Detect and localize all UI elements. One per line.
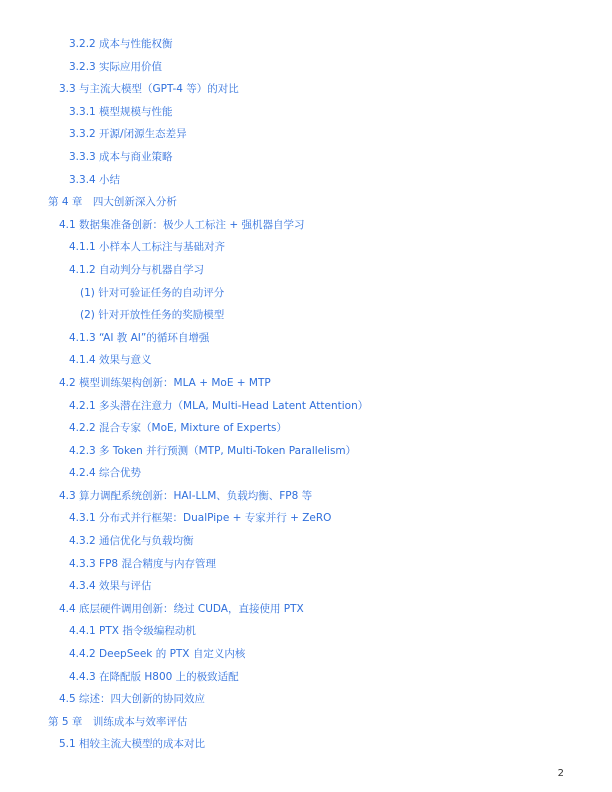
toc-entry[interactable]: 3.3 与主流大模型（GPT-4 等）的对比 bbox=[59, 83, 239, 96]
toc-entry[interactable]: 3.2.3 实际应用价值 bbox=[69, 60, 163, 73]
toc-entry[interactable]: 3.3.2 开源/闭源生态差异 bbox=[69, 128, 187, 141]
toc-entry[interactable]: 4.4 底层硬件调用创新：绕过 CUDA，直接使用 PTX bbox=[59, 602, 304, 615]
toc-entry[interactable]: 4.2.4 综合优势 bbox=[69, 467, 142, 480]
page-number: 2 bbox=[557, 768, 564, 779]
toc-entry[interactable]: 3.3.1 模型规模与性能 bbox=[69, 105, 173, 118]
toc-entry[interactable]: 4.2.3 多 Token 并行预测（MTP, Multi-Token Parallelism） bbox=[69, 444, 357, 457]
toc-entry[interactable]: 4.3.4 效果与评估 bbox=[69, 580, 152, 593]
table-of-contents bbox=[0, 33, 612, 756]
toc-entry[interactable]: 3.3.3 成本与商业策略 bbox=[69, 150, 173, 163]
toc-entry[interactable]: (1) 针对可验证任务的自动评分 bbox=[80, 286, 225, 299]
toc-entry[interactable]: 4.5 综述：四大创新的协同效应 bbox=[59, 693, 206, 706]
toc-entry[interactable]: 4.1.3 “AI 教 AI”的循环自增强 bbox=[69, 331, 210, 344]
toc-entry[interactable]: (2) 针对开放性任务的奖励模型 bbox=[80, 309, 225, 322]
toc-entry[interactable]: 3.2.2 成本与性能权衡 bbox=[69, 38, 173, 50]
toc-entry[interactable]: 4.3.2 通信优化与负载均衡 bbox=[69, 535, 194, 548]
toc-entry[interactable]: 4.2.1 多头潜在注意力（MLA, Multi-Head Latent Attention） bbox=[69, 399, 369, 412]
toc-entry[interactable]: 4.4.3 在降配版 H800 上的极致适配 bbox=[69, 670, 239, 683]
toc-entry[interactable]: 4.3.1 分布式并行框架：DualPipe + 专家并行 + ZeRO bbox=[69, 512, 332, 525]
toc-entry[interactable]: 3.3.4 小结 bbox=[69, 173, 121, 186]
toc-entry[interactable]: 5.1 相较主流大模型的成本对比 bbox=[59, 738, 206, 751]
toc-entry[interactable]: 4.3 算力调配系统创新：HAI-LLM、负载均衡、FP8 等 bbox=[59, 489, 313, 502]
toc-entry[interactable]: 4.1.2 自动判分与机器自学习 bbox=[69, 263, 205, 276]
toc-entry[interactable]: 4.4.1 PTX 指令级编程动机 bbox=[69, 625, 196, 638]
toc-entry[interactable]: 4.4.2 DeepSeek 的 PTX 自定义内核 bbox=[69, 648, 246, 661]
toc-entry[interactable]: 第 5 章 训练成本与效率评估 bbox=[48, 715, 188, 728]
toc-entry[interactable]: 4.1.1 小样本人工标注与基础对齐 bbox=[69, 241, 226, 254]
toc-entry[interactable]: 4.2 模型训练架构创新：MLA + MoE + MTP bbox=[59, 376, 271, 389]
toc-entry[interactable]: 4.2.2 混合专家（MoE, Mixture of Experts） bbox=[69, 422, 288, 435]
toc-entry[interactable]: 4.1 数据集准备创新：极少人工标注 + 强机器自学习 bbox=[59, 218, 305, 231]
toc-entry[interactable]: 4.1.4 效果与意义 bbox=[69, 354, 152, 367]
toc-entry[interactable]: 第 4 章 四大创新深入分析 bbox=[48, 196, 177, 209]
toc-entry[interactable]: 4.3.3 FP8 混合精度与内存管理 bbox=[69, 557, 216, 570]
